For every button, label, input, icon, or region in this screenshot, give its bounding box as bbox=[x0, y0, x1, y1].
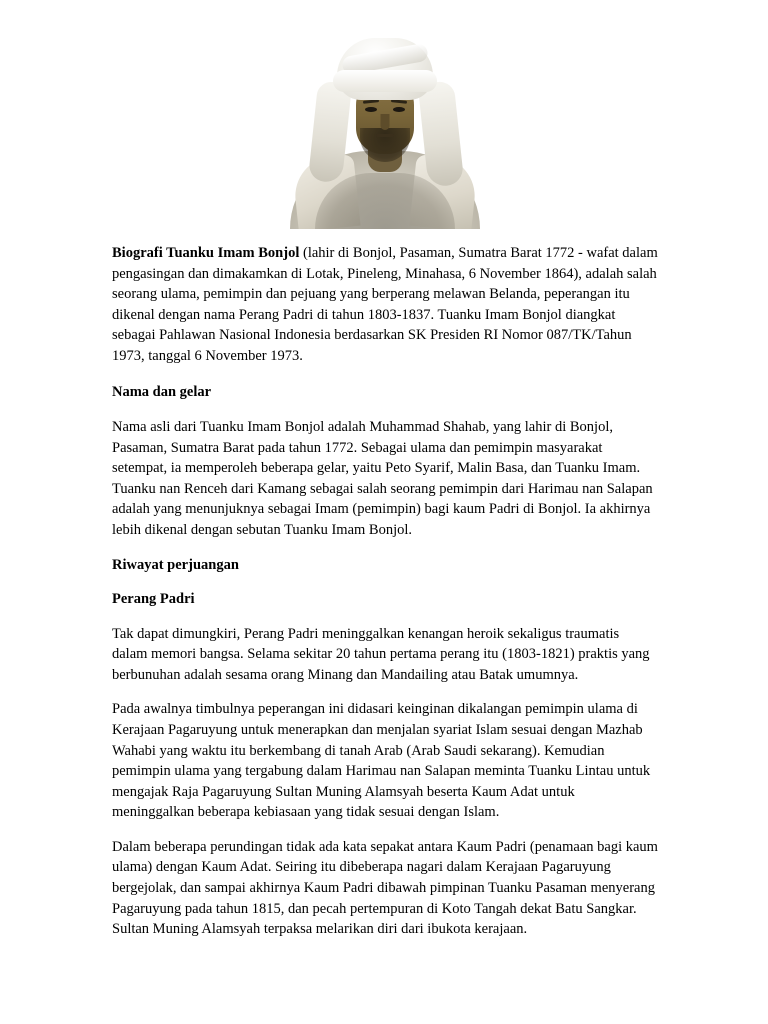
portrait-mouth bbox=[376, 134, 394, 137]
paragraph-nama-dan-gelar-1: Nama asli dari Tuanku Imam Bonjol adalah Muhammad Shahab, yang lahir di Bonjol, Pasaman, Sumatra Barat pada tahun 1772. Sebagai ulama dan pemimpin masyarakat setempat, ia memperoleh beberapa gelar, yaitu Peto Syarif, Malin Basa, dan Tuanku Imam. Tuanku nan Renceh dari Kamang sebagai salah seorang pemimpin dari Harimau nan Salapan adalah yang menunjuknya sebagai Imam (pemimpin) bagi kaum Padri di Bonjol. Ia akhirnya lebih dikenal dengan sebutan Tuanku Imam Bonjol. bbox=[112, 419, 653, 538]
portrait-nose bbox=[381, 114, 390, 130]
paragraph-perang-padri-2: Pada awalnya timbulnya peperangan ini didasari keinginan dikalangan pemimpin ulama di Kerajaan Pagaruyung untuk menerapkan dan menjalan syariat Islam sesuai dengan Mazhab Wahabi yang waktu itu berkembang di tanah Arab (Arab Saudi sekarang). Kemudian pemimpin ulama yang tergabung dalam Harimau nan Salapan meminta Tuanku Lintau untuk mengajak Raja Pagaruyung Sultan Muning Alamsyah beserta Kaum Adat untuk meninggalkan beberapa kebiasaan yang tidak sesuai dengan Islam. bbox=[112, 701, 651, 821]
portrait-eye-left bbox=[365, 107, 377, 112]
portrait-eye-right bbox=[393, 107, 405, 112]
paragraph-perang-padri-1: Tak dapat dimungkiri, Perang Padri meninggalkan kenangan heroik sekaligus traumatis dalam memori bangsa. Selama sekitar 20 tahun pertama perang itu (1803-1821) praktis yang berbunuhan adalah sesama orang Minang dan Mandailing atau Batak umumnya. bbox=[112, 625, 650, 683]
lead-body: (lahir di Bonjol, Pasaman, Sumatra Barat 1772 - wafat dalam pengasingan dan dimakamkan di Lotak, Pineleng, Minahasa, 6 November 1864), adalah salah seorang ulama, pemimpin dan pejuang yang berperang melawan Belanda, peperangan itu dikenal dengan nama Perang Padri di tahun 1803-1837. Tuanku Imam Bonjol diangkat sebagai Pahlawan Nasional Indonesia berdasarkan SK Presiden RI Nomor 087/TK/Tahun 1973, tanggal 6 November 1973. bbox=[112, 245, 658, 364]
figure-container bbox=[112, 24, 658, 229]
section-heading-nama-dan-gelar: Nama dan gelar bbox=[112, 384, 212, 401]
portrait-turban-band bbox=[333, 70, 437, 92]
lead-bold-intro: Biografi Tuanku Imam Bonjol bbox=[112, 245, 300, 261]
section-heading-perang-padri: Perang Padri bbox=[112, 591, 195, 608]
lead-paragraph bbox=[112, 243, 658, 366]
paragraph-perang-padri-3: Dalam beberapa perundingan tidak ada kata sepakat antara Kaum Padri (penamaan bagi kaum ulama) dengan Kaum Adat. Seiring itu dibeberapa nagari dalam Kerajaan Pagaruyung bergejolak, dan sampai akhirnya Kaum Padri dibawah pimpinan Tuanku Pasaman menyerang Pagaruyung pada tahun 1815, dan pecah pertempuran di Koto Tangah dekat Batu Sangkar. Sultan Muning Alamsyah terpaksa melarikan diri dari ibukota kerajaan. bbox=[112, 838, 658, 938]
portrait-tuanku-imam-bonjol bbox=[289, 24, 481, 229]
section-heading-riwayat-perjuangan: Riwayat perjuangan bbox=[112, 556, 239, 573]
